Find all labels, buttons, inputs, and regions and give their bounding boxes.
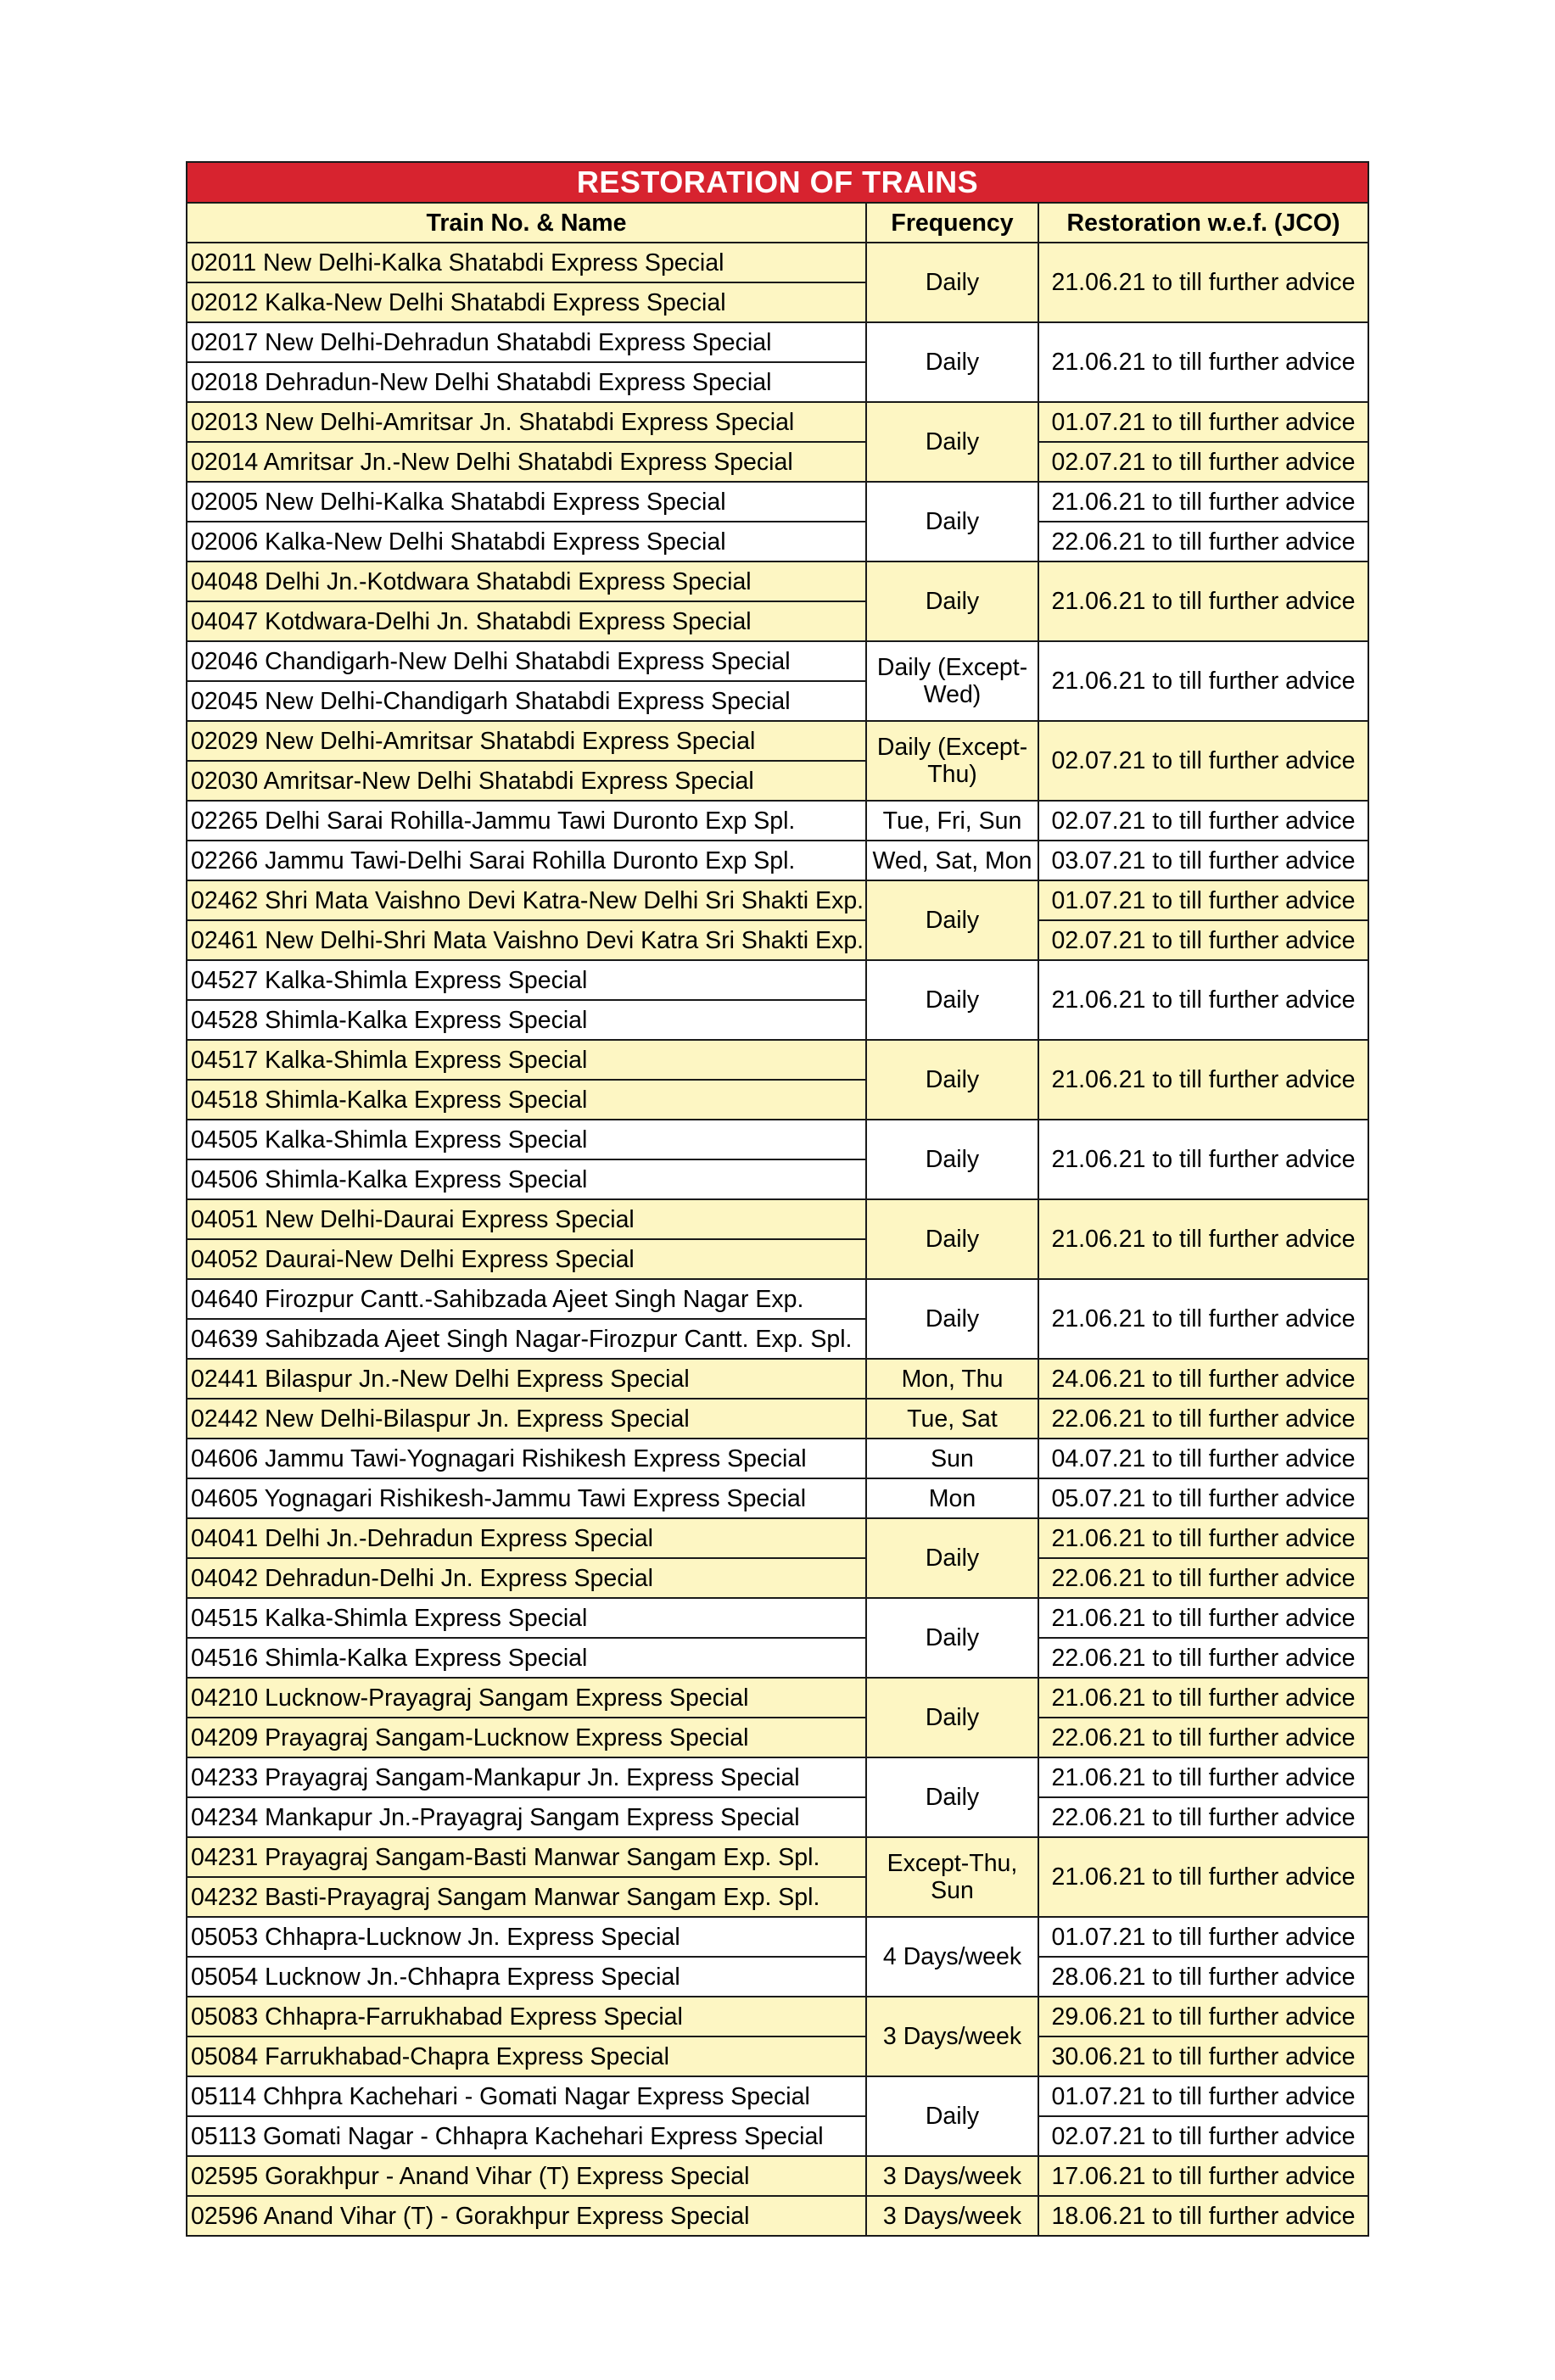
restoration-cell: 01.07.21 to till further advice xyxy=(1038,2076,1368,2116)
header-frequency: Frequency xyxy=(866,203,1038,243)
frequency-cell: Daily xyxy=(866,1518,1038,1598)
table-row xyxy=(187,1478,1368,1518)
table-row xyxy=(187,1439,1368,1478)
train-name-cell: 02461 New Delhi-Shri Mata Vaishno Devi Katra Sri Shakti Exp. xyxy=(187,920,866,960)
train-name-cell: 02596 Anand Vihar (T) - Gorakhpur Express Special xyxy=(187,2196,866,2236)
train-name-cell: 02595 Gorakhpur - Anand Vihar (T) Express Special xyxy=(187,2156,866,2196)
train-name-cell: 04210 Lucknow-Prayagraj Sangam Express Special xyxy=(187,1678,866,1718)
restoration-cell: 21.06.21 to till further advice xyxy=(1038,1199,1368,1279)
restoration-cell: 29.06.21 to till further advice xyxy=(1038,1997,1368,2036)
restoration-cell: 22.06.21 to till further advice xyxy=(1038,1718,1368,1757)
table-row xyxy=(187,1199,1368,1239)
table-row xyxy=(187,1279,1368,1319)
table-row xyxy=(187,1678,1368,1718)
restoration-cell: 21.06.21 to till further advice xyxy=(1038,1837,1368,1917)
frequency-cell: Daily xyxy=(866,482,1038,561)
train-name-cell: 04234 Mankapur Jn.-Prayagraj Sangam Express Special xyxy=(187,1797,866,1837)
frequency-cell: Daily xyxy=(866,960,1038,1040)
table-row xyxy=(187,1797,1368,1837)
restoration-cell: 21.06.21 to till further advice xyxy=(1038,1040,1368,1120)
restoration-cell: 04.07.21 to till further advice xyxy=(1038,1439,1368,1478)
table-row xyxy=(187,960,1368,1000)
train-name-cell: 02029 New Delhi-Amritsar Shatabdi Express Special xyxy=(187,721,866,761)
table-row xyxy=(187,1120,1368,1159)
train-name-cell: 04515 Kalka-Shimla Express Special xyxy=(187,1598,866,1638)
restoration-cell: 21.06.21 to till further advice xyxy=(1038,1757,1368,1797)
table-row xyxy=(187,1757,1368,1797)
frequency-cell: Mon, Thu xyxy=(866,1359,1038,1399)
restoration-cell: 21.06.21 to till further advice xyxy=(1038,482,1368,522)
train-name-cell: 05054 Lucknow Jn.-Chhapra Express Special xyxy=(187,1957,866,1997)
train-name-cell: 02012 Kalka-New Delhi Shatabdi Express Special xyxy=(187,282,866,322)
table-title: RESTORATION OF TRAINS xyxy=(187,162,1368,203)
frequency-cell: 3 Days/week xyxy=(866,2156,1038,2196)
restoration-cell: 21.06.21 to till further advice xyxy=(1038,1120,1368,1199)
table-row xyxy=(187,2076,1368,2116)
restoration-cell: 21.06.21 to till further advice xyxy=(1038,1598,1368,1638)
train-name-cell: 02017 New Delhi-Dehradun Shatabdi Express Special xyxy=(187,322,866,362)
table-row xyxy=(187,561,1368,601)
frequency-cell: Daily (Except-Wed) xyxy=(866,641,1038,721)
frequency-cell: Except-Thu, Sun xyxy=(866,1837,1038,1917)
restoration-cell: 28.06.21 to till further advice xyxy=(1038,1957,1368,1997)
train-name-cell: 04505 Kalka-Shimla Express Special xyxy=(187,1120,866,1159)
train-name-cell: 04605 Yognagari Rishikesh-Jammu Tawi Express Special xyxy=(187,1478,866,1518)
frequency-cell: Daily xyxy=(866,322,1038,402)
table-row xyxy=(187,1359,1368,1399)
restoration-cell: 21.06.21 to till further advice xyxy=(1038,1279,1368,1359)
table-row xyxy=(187,641,1368,681)
table-row xyxy=(187,402,1368,442)
table-row xyxy=(187,1518,1368,1558)
restoration-cell: 24.06.21 to till further advice xyxy=(1038,1359,1368,1399)
frequency-cell: Daily xyxy=(866,1757,1038,1837)
train-name-cell: 02014 Amritsar Jn.-New Delhi Shatabdi Express Special xyxy=(187,442,866,482)
restoration-cell: 01.07.21 to till further advice xyxy=(1038,402,1368,442)
frequency-cell: Daily xyxy=(866,880,1038,960)
train-name-cell: 04041 Delhi Jn.-Dehradun Express Special xyxy=(187,1518,866,1558)
table-row xyxy=(187,1957,1368,1997)
frequency-cell: Mon xyxy=(866,1478,1038,1518)
restoration-cell: 22.06.21 to till further advice xyxy=(1038,1797,1368,1837)
table-row xyxy=(187,243,1368,282)
table-row xyxy=(187,522,1368,561)
train-name-cell: 04047 Kotdwara-Delhi Jn. Shatabdi Express Special xyxy=(187,601,866,641)
frequency-cell: Daily xyxy=(866,1279,1038,1359)
train-name-cell: 02462 Shri Mata Vaishno Devi Katra-New Delhi Sri Shakti Exp. xyxy=(187,880,866,920)
restoration-cell: 01.07.21 to till further advice xyxy=(1038,1917,1368,1957)
restoration-cell: 02.07.21 to till further advice xyxy=(1038,920,1368,960)
train-name-cell: 04516 Shimla-Kalka Express Special xyxy=(187,1638,866,1678)
train-name-cell: 02266 Jammu Tawi-Delhi Sarai Rohilla Duronto Exp Spl. xyxy=(187,841,866,880)
table-row xyxy=(187,322,1368,362)
train-name-cell: 04052 Daurai-New Delhi Express Special xyxy=(187,1239,866,1279)
train-name-cell: 02005 New Delhi-Kalka Shatabdi Express Special xyxy=(187,482,866,522)
table-row xyxy=(187,482,1368,522)
frequency-cell: Daily xyxy=(866,1120,1038,1199)
table-row xyxy=(187,841,1368,880)
table-row xyxy=(187,880,1368,920)
train-name-cell: 05114 Chhpra Kachehari - Gomati Nagar Express Special xyxy=(187,2076,866,2116)
table-row xyxy=(187,1638,1368,1678)
frequency-cell: Tue, Fri, Sun xyxy=(866,801,1038,841)
header-train-no-name: Train No. & Name xyxy=(187,203,866,243)
train-name-cell: 02442 New Delhi-Bilaspur Jn. Express Special xyxy=(187,1399,866,1439)
restoration-cell: 02.07.21 to till further advice xyxy=(1038,442,1368,482)
restoration-cell: 18.06.21 to till further advice xyxy=(1038,2196,1368,2236)
frequency-cell: Daily xyxy=(866,402,1038,482)
table-row xyxy=(187,920,1368,960)
train-name-cell: 02011 New Delhi-Kalka Shatabdi Express Special xyxy=(187,243,866,282)
restoration-table xyxy=(186,161,1369,2237)
train-name-cell: 02045 New Delhi-Chandigarh Shatabdi Express Special xyxy=(187,681,866,721)
table-body xyxy=(187,243,1368,2236)
header-restoration: Restoration w.e.f. (JCO) xyxy=(1038,203,1368,243)
train-name-cell: 04232 Basti-Prayagraj Sangam Manwar Sangam Exp. Spl. xyxy=(187,1877,866,1917)
train-name-cell: 04042 Dehradun-Delhi Jn. Express Special xyxy=(187,1558,866,1598)
frequency-cell: Daily xyxy=(866,1598,1038,1678)
restoration-cell: 22.06.21 to till further advice xyxy=(1038,1399,1368,1439)
restoration-cell: 21.06.21 to till further advice xyxy=(1038,1518,1368,1558)
restoration-cell: 01.07.21 to till further advice xyxy=(1038,880,1368,920)
restoration-cell: 03.07.21 to till further advice xyxy=(1038,841,1368,880)
table-row xyxy=(187,2156,1368,2196)
frequency-cell: Daily xyxy=(866,561,1038,641)
restoration-cell: 21.06.21 to till further advice xyxy=(1038,243,1368,322)
train-name-cell: 04048 Delhi Jn.-Kotdwara Shatabdi Express Special xyxy=(187,561,866,601)
frequency-cell: 4 Days/week xyxy=(866,1917,1038,1997)
train-name-cell: 04231 Prayagraj Sangam-Basti Manwar Sangam Exp. Spl. xyxy=(187,1837,866,1877)
table-row xyxy=(187,442,1368,482)
restoration-cell: 22.06.21 to till further advice xyxy=(1038,522,1368,561)
train-name-cell: 02013 New Delhi-Amritsar Jn. Shatabdi Express Special xyxy=(187,402,866,442)
restoration-cell: 05.07.21 to till further advice xyxy=(1038,1478,1368,1518)
restoration-cell: 22.06.21 to till further advice xyxy=(1038,1638,1368,1678)
train-name-cell: 02030 Amritsar-New Delhi Shatabdi Express Special xyxy=(187,761,866,801)
restoration-cell: 21.06.21 to till further advice xyxy=(1038,322,1368,402)
table-row xyxy=(187,1040,1368,1080)
restoration-cell: 21.06.21 to till further advice xyxy=(1038,561,1368,641)
restoration-cell: 02.07.21 to till further advice xyxy=(1038,2116,1368,2156)
restoration-cell: 30.06.21 to till further advice xyxy=(1038,2036,1368,2076)
train-name-cell: 02018 Dehradun-New Delhi Shatabdi Express Special xyxy=(187,362,866,402)
train-name-cell: 04606 Jammu Tawi-Yognagari Rishikesh Express Special xyxy=(187,1439,866,1478)
table-row xyxy=(187,1598,1368,1638)
train-name-cell: 05053 Chhapra-Lucknow Jn. Express Special xyxy=(187,1917,866,1957)
train-name-cell: 04517 Kalka-Shimla Express Special xyxy=(187,1040,866,1080)
restoration-cell: 21.06.21 to till further advice xyxy=(1038,1678,1368,1718)
train-name-cell: 04233 Prayagraj Sangam-Mankapur Jn. Express Special xyxy=(187,1757,866,1797)
train-name-cell: 04527 Kalka-Shimla Express Special xyxy=(187,960,866,1000)
train-name-cell: 02265 Delhi Sarai Rohilla-Jammu Tawi Duronto Exp Spl. xyxy=(187,801,866,841)
table-row xyxy=(187,2196,1368,2236)
frequency-cell: 3 Days/week xyxy=(866,2196,1038,2236)
train-name-cell: 02441 Bilaspur Jn.-New Delhi Express Special xyxy=(187,1359,866,1399)
restoration-cell: 22.06.21 to till further advice xyxy=(1038,1558,1368,1598)
table-row xyxy=(187,1399,1368,1439)
train-name-cell: 02006 Kalka-New Delhi Shatabdi Express Special xyxy=(187,522,866,561)
table-row xyxy=(187,2116,1368,2156)
restoration-cell: 02.07.21 to till further advice xyxy=(1038,801,1368,841)
frequency-cell: 3 Days/week xyxy=(866,1997,1038,2076)
table-row xyxy=(187,1837,1368,1877)
restoration-cell: 02.07.21 to till further advice xyxy=(1038,721,1368,801)
train-name-cell: 04640 Firozpur Cantt.-Sahibzada Ajeet Singh Nagar Exp. xyxy=(187,1279,866,1319)
train-name-cell: 02046 Chandigarh-New Delhi Shatabdi Express Special xyxy=(187,641,866,681)
frequency-cell: Daily xyxy=(866,1040,1038,1120)
table-row xyxy=(187,721,1368,761)
frequency-cell: Tue, Sat xyxy=(866,1399,1038,1439)
frequency-cell: Sun xyxy=(866,1439,1038,1478)
train-name-cell: 05083 Chhapra-Farrukhabad Express Special xyxy=(187,1997,866,2036)
restoration-cell: 21.06.21 to till further advice xyxy=(1038,960,1368,1040)
frequency-cell: Daily xyxy=(866,1678,1038,1757)
table-row xyxy=(187,1997,1368,2036)
train-name-cell: 04528 Shimla-Kalka Express Special xyxy=(187,1000,866,1040)
train-name-cell: 04518 Shimla-Kalka Express Special xyxy=(187,1080,866,1120)
train-name-cell: 04209 Prayagraj Sangam-Lucknow Express Special xyxy=(187,1718,866,1757)
restoration-cell: 21.06.21 to till further advice xyxy=(1038,641,1368,721)
table-row xyxy=(187,2036,1368,2076)
table-row xyxy=(187,1917,1368,1957)
table-row xyxy=(187,801,1368,841)
frequency-cell: Daily xyxy=(866,2076,1038,2156)
table-row xyxy=(187,1558,1368,1598)
train-name-cell: 04051 New Delhi-Daurai Express Special xyxy=(187,1199,866,1239)
restoration-cell: 17.06.21 to till further advice xyxy=(1038,2156,1368,2196)
train-name-cell: 04639 Sahibzada Ajeet Singh Nagar-Firozpur Cantt. Exp. Spl. xyxy=(187,1319,866,1359)
train-name-cell: 04506 Shimla-Kalka Express Special xyxy=(187,1159,866,1199)
table-row xyxy=(187,1718,1368,1757)
train-name-cell: 05113 Gomati Nagar - Chhapra Kachehari Express Special xyxy=(187,2116,866,2156)
frequency-cell: Daily (Except-Thu) xyxy=(866,721,1038,801)
train-name-cell: 05084 Farrukhabad-Chapra Express Special xyxy=(187,2036,866,2076)
frequency-cell: Daily xyxy=(866,243,1038,322)
frequency-cell: Daily xyxy=(866,1199,1038,1279)
frequency-cell: Wed, Sat, Mon xyxy=(866,841,1038,880)
